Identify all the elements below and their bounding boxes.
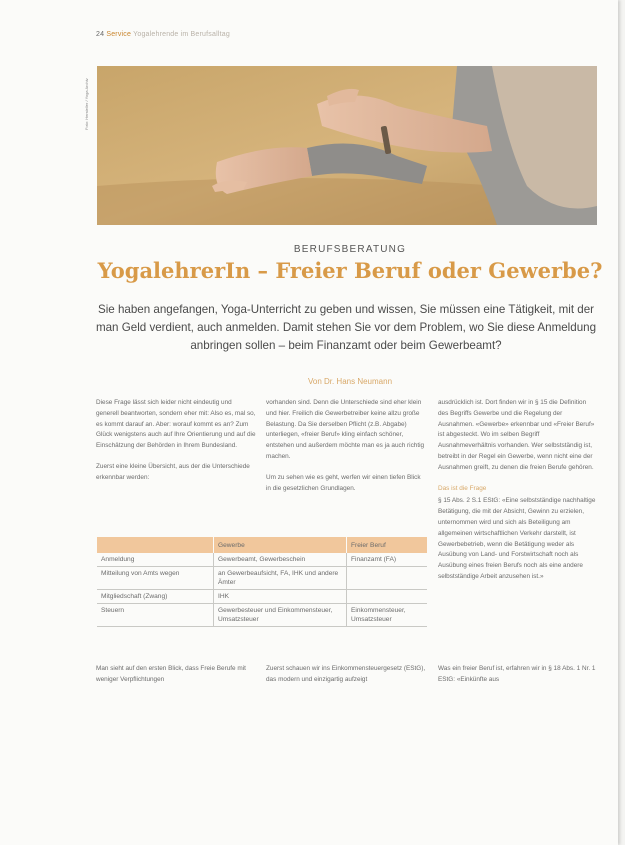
section-kicker: BERUFSBERATUNG xyxy=(293,244,407,255)
table-cell: an Gewerbeaufsicht, FA, IHK und andere Ämter xyxy=(214,567,347,590)
table-header xyxy=(97,537,214,553)
table-cell xyxy=(347,567,428,590)
page-number: 24 xyxy=(96,31,105,38)
table-cell: Gewerbeamt, Gewerbeschein xyxy=(214,553,347,567)
paragraph: Diese Frage lässt sich leider nicht eindeutig und generell beantworten, sondern eher mit: Also es, mal so, es kommt darauf an. Aber: worauf kommt es an? Zum Glück wenigstens auch auf Ihre Orientierung und auf die Einschätzung der Behörden in Ihrem Bundesland. xyxy=(96,399,256,450)
bottom-text-3: Was ein freier Beruf ist, erfahren wir in § 18 Abs. 1 Nr. 1 EStG: «Einkünfte aus xyxy=(438,665,596,683)
table-cell: Einkommensteuer, Umsatzsteuer xyxy=(347,604,428,627)
bottom-text-1: Man sieht auf den ersten Blick, dass Freie Berufe mit weniger Verpflichtungen xyxy=(96,665,246,683)
running-head xyxy=(96,31,230,38)
article-title: YogalehrerIn – Freier Beruf oder Gewerbe? xyxy=(97,258,603,283)
table-header: Freier Beruf xyxy=(347,537,428,553)
column-3 xyxy=(438,398,598,593)
table-row xyxy=(97,590,427,604)
column-2 xyxy=(266,398,426,504)
article-lead: Sie haben angefangen, Yoga-Unterricht zu geben und wissen, Sie müssen eine Tätigkeit, mit der man Geld verdient, auch anmelden. Damit stehen Sie vor dem Problem, wo Sie diese Anmeldung anbringen sollen – beim Finanzamt oder beim Gewerbeamt? xyxy=(95,303,597,352)
comparison-table xyxy=(97,537,427,627)
table-row xyxy=(97,604,427,627)
hero-photo xyxy=(97,66,597,225)
table-row xyxy=(97,553,427,567)
paragraph: vorhanden sind. Denn die Unterschiede sind eher klein und hier. Freilich die Gewerbetreiber keine allzu große Belastung. Da Sie derselben Pflicht (z.B. Abgabe) unterliegen, «freier Beruf» kling einfach schöner, entstehen und außerdem möchte man es ja auch richtig machen. xyxy=(266,399,425,460)
table-header-row xyxy=(97,537,427,553)
topic-label: Yogalehrende im Berufsalltag xyxy=(133,31,230,38)
table-cell: Anmeldung xyxy=(97,553,214,567)
paragraph: ausdrücklich ist. Dort finden wir in § 15 die Definition des Begriffs Gewerbe und die Regelung der Ausnahmen. «Gewerbe» erkennbar und «Freier Beruf» ist abgesteckt. Wo im selben Begriff Ausnahmeverhältnis vorhanden. Wer selbstständig ist, betreibt in der Regel ein Gewerbe, wenn nicht eine der Ausnahmen greift, zu denen die freien Berufe gehören. xyxy=(438,399,595,471)
column-1 xyxy=(96,398,256,494)
table-cell: Steuern xyxy=(97,604,214,627)
subheading: Das ist die Frage xyxy=(438,484,487,492)
table-row xyxy=(97,567,427,590)
paragraph: Um zu sehen wie es geht, werfen wir einen tiefen Blick in die gesetzlichen Grundlagen. xyxy=(266,473,421,492)
table-cell xyxy=(347,590,428,604)
bottom-text-2: Zuerst schauen wir ins Einkommensteuergesetz (EStG), das modern und einzigartig aufzeigt xyxy=(266,665,426,683)
table-cell: Mitteilung von Amts wegen xyxy=(97,567,214,590)
table-cell: Finanzamt (FA) xyxy=(347,553,428,567)
table-cell: Mitgliedschaft (Zwang) xyxy=(97,590,214,604)
photo-credit: Foto: Hersteller / Yoga Archiv xyxy=(84,78,89,130)
paragraph: Zuerst eine kleine Übersicht, aus der die Unterschiede erkennbar werden: xyxy=(96,462,250,481)
paragraph: § 15 Abs. 2 S.1 EStG: «Eine selbstständige nachhaltige Betätigung, die mit der Absicht, Gewinn zu erzielen, unternommen wird und sich als Beteiligung am allgemeinen wirtschaftlichen Verkehr darstellt, ist Gewerbebetrieb, wenn die Betätigung weder als Ausübung von Land- und Forstwirtschaft noch als Ausübung eines freien Berufs noch als eine andere selbstständige Arbeit anzusehen ist.» xyxy=(438,497,596,580)
table-header: Gewerbe xyxy=(214,537,347,553)
byline: Von Dr. Hans Neumann xyxy=(307,377,393,386)
table-cell: IHK xyxy=(214,590,347,604)
table-cell: Gewerbesteuer und Einkommensteuer, Umsatzsteuer xyxy=(214,604,347,627)
section-label: Service xyxy=(106,31,132,38)
